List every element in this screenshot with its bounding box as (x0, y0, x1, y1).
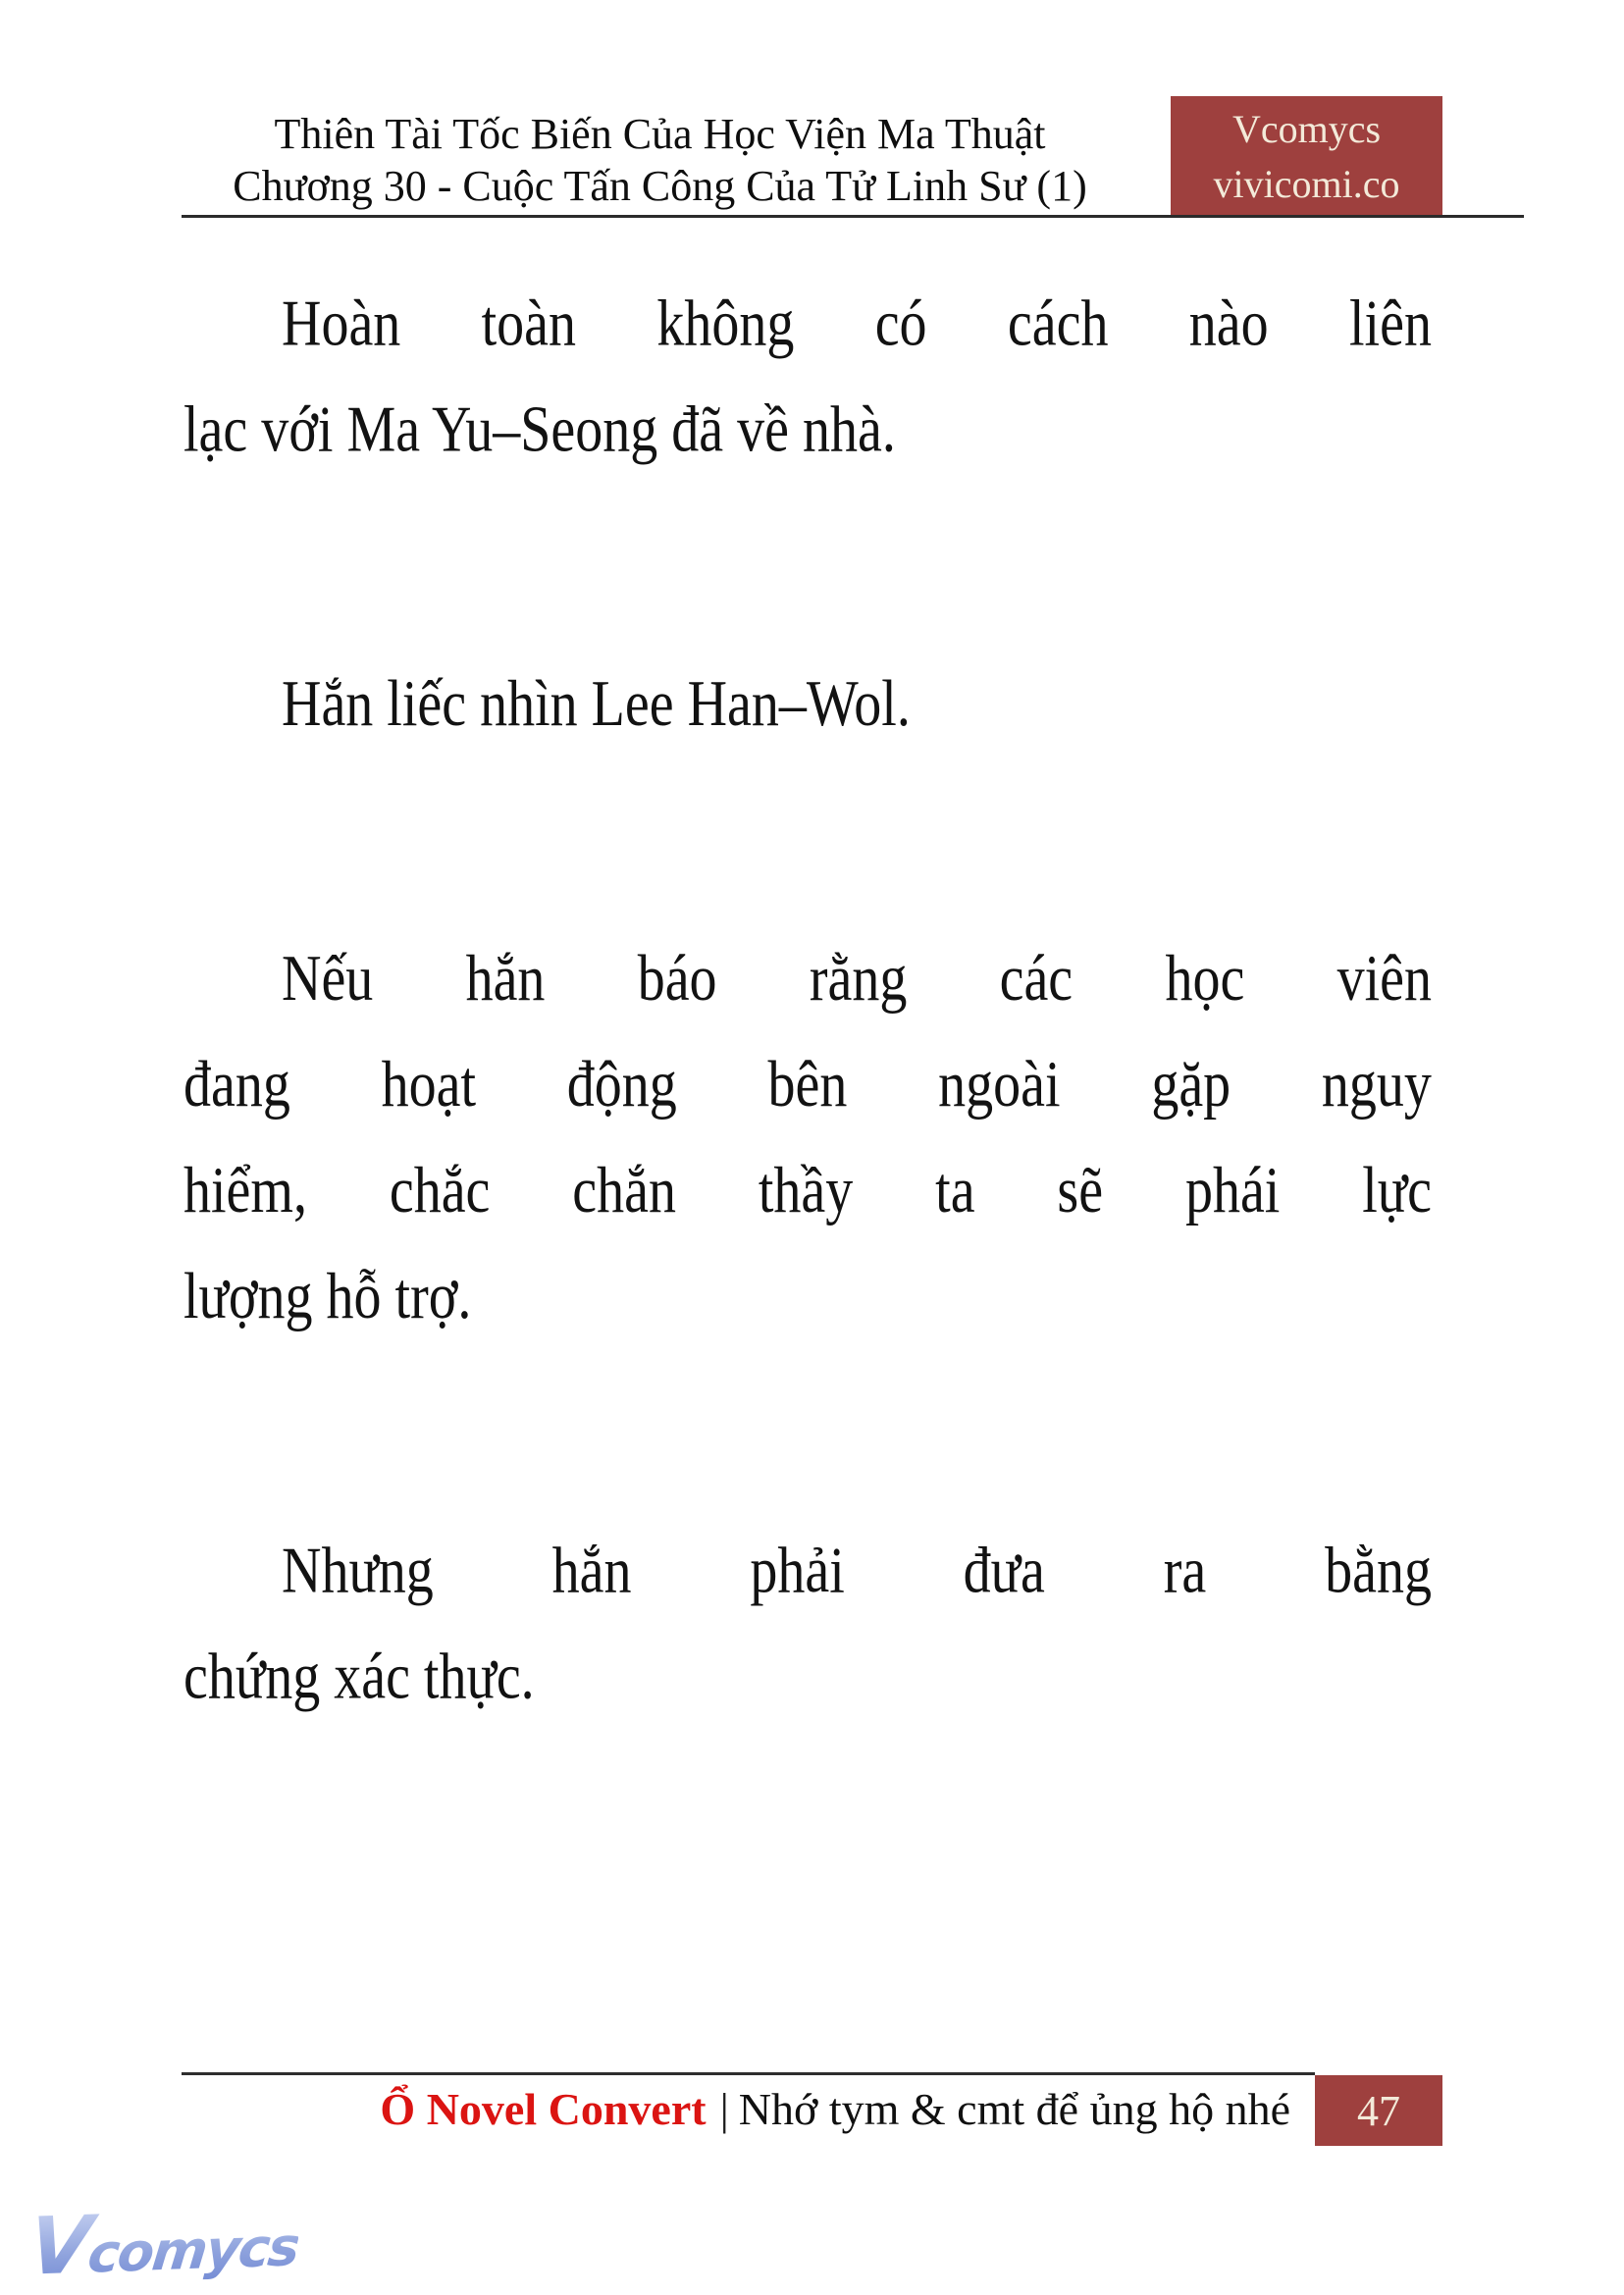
paragraph (183, 925, 1432, 1349)
text-line: Hắn liếc nhìn Lee Han–Wol. (282, 667, 911, 741)
page-number: 47 (1357, 2086, 1400, 2135)
text-line: hiểm, chắc chắn thầy ta sẽ phái lực (183, 1154, 1432, 1227)
text-line: lượng hỗ trợ. (183, 1260, 472, 1333)
paragraph (183, 652, 1432, 757)
footer-divider (182, 2072, 1315, 2075)
paragraph (183, 271, 1432, 483)
brand-site: vivicomi.co (1213, 162, 1400, 206)
footer-separator: | (719, 2084, 729, 2134)
text-line: Hoàn toàn không có cách nào liên (282, 287, 1432, 361)
brand-name: Vcomycs (1231, 107, 1382, 151)
chapter-title: Chương 30 - Cuộc Tấn Công Của Tử Linh Sư (1) (233, 162, 1087, 210)
text-line: lạc với Ma Yu–Seong đã về nhà. (183, 392, 896, 467)
paragraph (183, 1518, 1432, 1730)
page-number-box (1315, 2075, 1442, 2146)
text-line: chứng xác thực. (183, 1640, 535, 1713)
body-text (183, 271, 1432, 1730)
vcomycs-logo: Vcomycs (24, 2199, 301, 2294)
footer (380, 2084, 1290, 2135)
book-title: Thiên Tài Tốc Biến Của Học Viện Ma Thuật (274, 110, 1046, 158)
text-line: đang hoạt động bên ngoài gặp nguy (183, 1048, 1432, 1121)
header-divider (182, 215, 1524, 218)
header (147, 108, 1173, 212)
header-brand-box (1171, 96, 1442, 218)
text-line: Nhưng hắn phải đưa ra bằng (282, 1534, 1432, 1607)
footer-note: Nhớ tym & cmt để ủng hộ nhé (738, 2084, 1290, 2134)
text-line: Nếu hắn báo rằng các học viên (282, 942, 1432, 1016)
footer-brand: Ổ Novel Convert (380, 2084, 707, 2134)
